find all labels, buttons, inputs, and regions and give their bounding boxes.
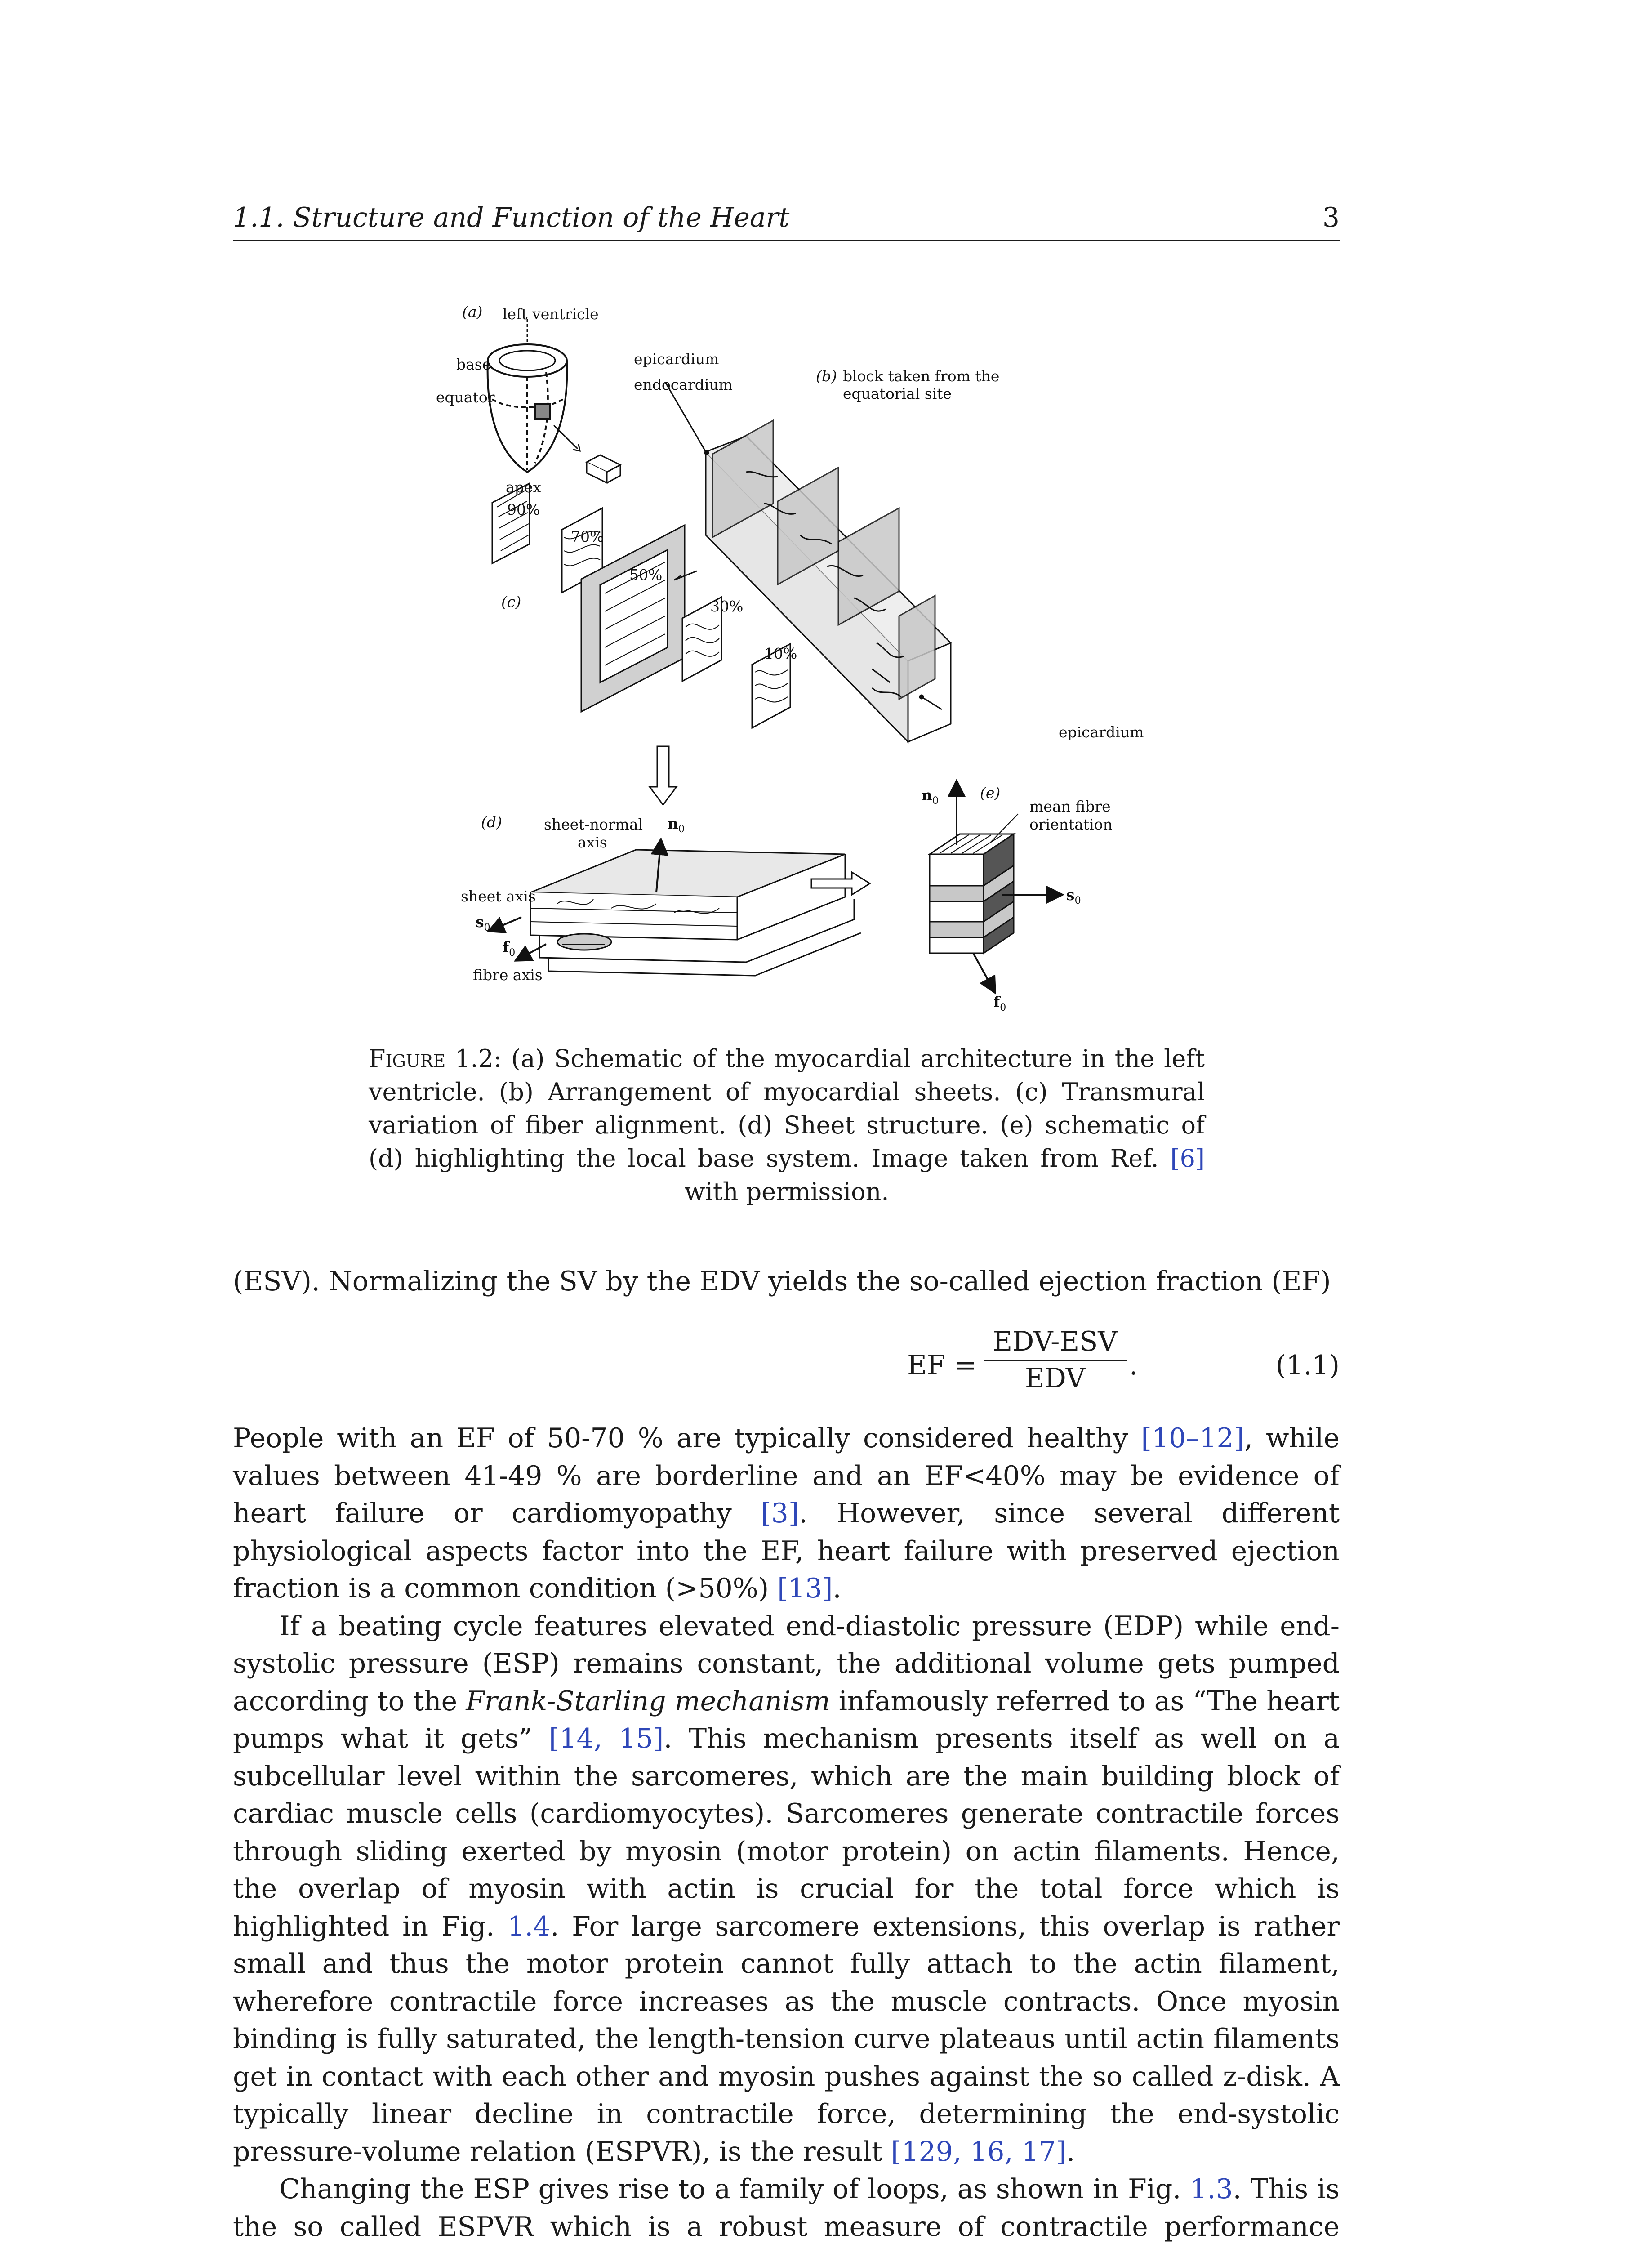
p1-text-3: . However, since several different physiological aspects factor into the EF, heart failure with preserved ejection fraction is a common condition (>50%) xyxy=(233,1498,1340,1604)
label-sheet-normal-line1: sheet-normal xyxy=(544,816,643,833)
citation-13[interactable]: [13] xyxy=(777,1573,833,1604)
p1-text-1: People with an EF of 50-70 % are typically considered healthy xyxy=(233,1423,1141,1454)
equation-period: . xyxy=(1129,1350,1138,1381)
fraction-bar xyxy=(984,1360,1127,1361)
citation-14-15[interactable]: [14, 15] xyxy=(548,1723,664,1754)
label-b: (b) xyxy=(816,367,837,385)
label-equator: equator xyxy=(436,388,495,406)
label-n0-e: $n_0$ xyxy=(922,786,939,807)
paragraph-frank-starling xyxy=(233,1608,1340,2171)
label-s0-d: $s_0$ xyxy=(476,913,490,933)
caption-ref[interactable]: [6] xyxy=(1170,1144,1205,1173)
figure-diagram xyxy=(423,292,1169,1021)
label-n0-d: $n_0$ xyxy=(668,815,685,835)
caption-text-2: with permission. xyxy=(684,1178,889,1206)
paragraph-ef xyxy=(233,1420,1340,1608)
p1-text-2: , while values between 41-49 % are borderline and an EF<40% may be evidence of heart failure or cardiomyopathy xyxy=(233,1423,1340,1529)
sheet-structure xyxy=(490,841,861,976)
label-70: 70% xyxy=(571,528,604,545)
p3-text-2: . This is the so called ESPVR which is a robust measure of contractile performance xyxy=(233,2173,1340,2243)
equation-number: (1.1) xyxy=(1275,1350,1340,1381)
running-title: 1.1. Structure and Function of the Heart xyxy=(233,202,790,233)
equation-denominator: EDV xyxy=(1024,1363,1086,1394)
caption-label: Figure 1.2: xyxy=(369,1044,502,1073)
label-s0-e: $s_0$ xyxy=(1066,886,1081,906)
label-10: 10% xyxy=(764,645,797,662)
label-base: base xyxy=(456,356,491,373)
p2-text-3: . This mechanism presents itself as well on a subcellular level within the sarcomeres, which are the main building block of cardiac muscle cells (cardiomyocytes). Sarcomeres generate contractile forces through sliding exerted by myosin (motor protein) on actin filaments. Hence, the overlap of myosin with actin is crucial for the total force which is highlighted in Fig. xyxy=(233,1723,1340,1942)
label-epicardium-right: epicardium xyxy=(1059,723,1144,741)
label-fibre-axis: fibre axis xyxy=(473,966,543,984)
fig-ref-1-3[interactable]: 1.3 xyxy=(1190,2173,1233,2205)
p1-text-4: . xyxy=(833,1573,842,1604)
label-30: 30% xyxy=(710,598,744,615)
page-number: 3 xyxy=(1322,202,1340,233)
label-e: (e) xyxy=(980,784,1001,802)
label-endocardium: endocardium xyxy=(634,376,733,393)
caption-text-1: (a) Schematic of the myocardial architecture in the left ventricle. (b) Arrangement of myocardial sheets. (c) Transmural variation of fiber alignment. (d) Sheet structure. (e) schematic of (d) highlighting the local base system. Image taken from Ref. xyxy=(369,1044,1205,1173)
equation-fraction xyxy=(984,1325,1127,1395)
figure-caption xyxy=(369,1042,1205,1209)
p2-text-1: If a beating cycle features elevated end-diastolic pressure (EDP) while end-systolic pressure (ESP) remains constant, the additional volume gets pumped according to the xyxy=(233,1610,1340,1717)
label-left-ventricle: left ventricle xyxy=(503,305,599,323)
citation-10-12[interactable]: [10–12] xyxy=(1141,1423,1245,1454)
label-50: 50% xyxy=(629,566,663,584)
down-arrow xyxy=(650,746,677,805)
lead-text: (ESV). Normalizing the SV by the EDV yields the so-called ejection fraction (EF) xyxy=(233,1266,1331,1297)
label-epicardium-top: epicardium xyxy=(634,350,719,368)
equation-numerator: EDV-ESV xyxy=(993,1326,1118,1357)
label-90: 90% xyxy=(507,501,540,518)
label-f0-d: $f_0$ xyxy=(503,938,516,959)
label-mean-fibre-line2: orientation xyxy=(1029,816,1113,833)
paragraph-espvr xyxy=(233,2171,1340,2248)
fig-ref-1-4[interactable]: 1.4 xyxy=(507,1910,551,1942)
p2-text-2: infamously referred to as “The heart pumps what it gets” xyxy=(233,1685,1340,1754)
label-mean-fibre-line1: mean fibre xyxy=(1029,798,1111,815)
small-cube xyxy=(587,455,620,483)
equation-1-1 xyxy=(233,1325,1340,1415)
ventricle-drawing xyxy=(488,319,567,472)
label-sheet-normal-line2: axis xyxy=(578,834,607,851)
citation-3[interactable]: [3] xyxy=(761,1498,799,1529)
label-apex: apex xyxy=(506,478,541,496)
citation-129-16-17[interactable]: [129, 16, 17] xyxy=(891,2136,1067,2168)
label-block-line1: block taken from the xyxy=(843,367,1000,385)
p3-text-1: Changing the ESP gives rise to a family of loops, as shown in Fig. xyxy=(279,2173,1190,2205)
body-text xyxy=(233,1420,1340,2248)
label-f0-e: $f_0$ xyxy=(993,993,1006,1013)
p2-emphasis: Frank-Starling mechanism xyxy=(466,1685,830,1717)
label-d: (d) xyxy=(481,813,502,831)
figure-myocardial-architecture xyxy=(423,292,1169,1021)
label-sheet-axis: sheet axis xyxy=(461,888,536,905)
equation-lhs: EF = xyxy=(907,1350,977,1381)
label-c: (c) xyxy=(501,593,521,611)
p2-text-5: . xyxy=(1066,2136,1075,2168)
label-a: (a) xyxy=(462,303,483,321)
p2-text-4: . For large sarcomere extensions, this overlap is rather small and thus the motor protein cannot fully attach to the actin filament, wherefore contractile force increases as the muscle contracts. Once myosin binding is fully saturated, the length-tension curve plateaus until actin filaments get in contact with each other and myosin pushes against the so called z-disk. A typically linear decline in contractile force, determining the end-systolic pressure-volume relation (ESPVR), is the result xyxy=(233,1910,1340,2168)
extract-arrow xyxy=(554,425,580,451)
label-block-line2: equatorial site xyxy=(843,385,952,402)
block-sheets xyxy=(665,382,951,742)
running-head xyxy=(233,202,1340,241)
